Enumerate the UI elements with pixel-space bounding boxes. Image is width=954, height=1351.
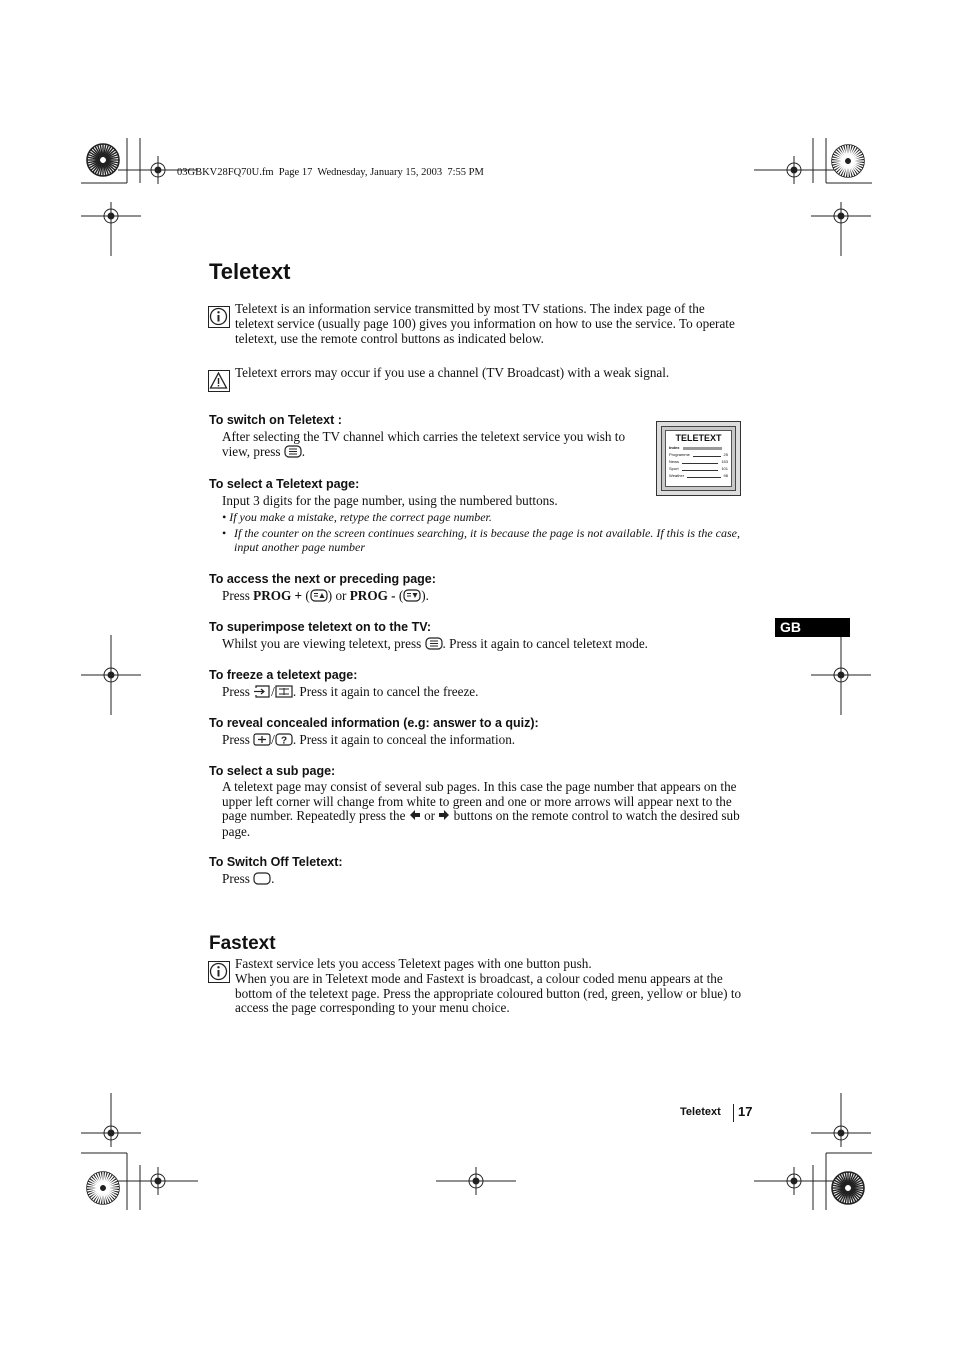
screen-row-label: Programme bbox=[669, 452, 690, 457]
page-down-button-icon bbox=[403, 589, 421, 605]
heading-reveal: To reveal concealed information (e.g: answer to a quiz): bbox=[209, 716, 539, 730]
info-icon bbox=[208, 961, 230, 983]
screen-row-label: Sport bbox=[669, 466, 679, 471]
select-page-bullet-1: • If you make a mistake, retype the correct page number. bbox=[222, 510, 492, 524]
teletext-button-icon bbox=[425, 637, 443, 653]
switch-on-text: After selecting the TV channel which carries the teletext service you wish to view, press . bbox=[222, 429, 626, 459]
screen-row-label: News bbox=[669, 459, 680, 464]
footer-divider bbox=[733, 1104, 734, 1122]
starburst-mark bbox=[832, 145, 864, 177]
freeze-text: Press / . Press it again to cancel the freeze. bbox=[222, 684, 479, 699]
superimpose-text: Whilst you are viewing teletext, press . Press it again to cancel teletext mode. bbox=[222, 636, 648, 651]
svg-text:?: ? bbox=[280, 735, 287, 746]
switch-off-text: Press . bbox=[222, 871, 275, 886]
screen-title: TELETEXT bbox=[675, 433, 722, 443]
select-page-bullet-2: • If the counter on the screen continues searching, it is because the page is not available. If this is the case, input another page number bbox=[222, 526, 741, 554]
language-tab-label: GB bbox=[780, 619, 801, 635]
screen-row-page: 101 bbox=[721, 466, 728, 471]
teletext-screen-illustration bbox=[656, 421, 741, 496]
starburst-mark bbox=[87, 144, 119, 176]
heading-select-page: To select a Teletext page: bbox=[209, 477, 360, 491]
warning-text: Teletext errors may occur if you use a channel (TV Broadcast) with a weak signal. bbox=[235, 365, 670, 380]
page-title: Teletext bbox=[209, 259, 291, 284]
heading-switch-on: To switch on Teletext : bbox=[209, 413, 342, 427]
language-tab bbox=[775, 618, 850, 637]
footer-section: Teletext bbox=[680, 1106, 721, 1118]
next-prev-text: Press PROG + ( ) or PROG - ( ). bbox=[222, 588, 429, 603]
fastext-title: Fastext bbox=[209, 933, 276, 954]
screen-row-page: 153 bbox=[721, 459, 728, 464]
screen-row-label: Weather bbox=[669, 473, 685, 478]
starburst-mark bbox=[832, 1172, 864, 1204]
screen-index: Index bbox=[669, 445, 680, 450]
starburst-mark bbox=[87, 1172, 119, 1204]
heading-switch-off: To Switch Off Teletext: bbox=[209, 855, 343, 869]
select-page-text: Input 3 digits for the page number, using the numbered buttons. bbox=[222, 493, 558, 508]
subpage-text: A teletext page may consist of several sub pages. In this case the page number that appears on the upper left corner will change from white to green and one or more arrows will appear next to the page number. Repeatedly press the or buttons on the remote control to watch the desired sub page. bbox=[222, 779, 740, 839]
hold-text-button-icon bbox=[275, 685, 293, 701]
page-up-button-icon bbox=[310, 589, 328, 605]
heading-next-prev: To access the next or preceding page: bbox=[209, 572, 436, 586]
print-header: 03GBKV28FQ70U.fm Page 17 Wednesday, January 15, 2003 7:55 PM bbox=[177, 167, 484, 178]
fastext-line-2: When you are in Teletext mode and Fastext is broadcast, a colour coded menu appears at the bottom of the teletext page. Press the appropriate coloured button (red, green, yellow or blue) to access the page corresponding to your menu choice. bbox=[235, 971, 742, 1015]
info-icon bbox=[208, 306, 230, 328]
screen-row bbox=[669, 451, 728, 458]
arrow-right-icon bbox=[438, 809, 450, 825]
reveal-text: Press / ? . Press it again to conceal the information. bbox=[222, 732, 516, 747]
fastext-line-1: Fastext service lets you access Teletext pages with one button push. bbox=[235, 956, 592, 971]
tv-button-icon bbox=[253, 872, 271, 888]
heading-subpage: To select a sub page: bbox=[209, 764, 336, 778]
screen-row-page: 98 bbox=[723, 473, 728, 478]
reveal-button-icon bbox=[253, 733, 271, 749]
screen-row bbox=[669, 472, 728, 479]
heading-superimpose: To superimpose teletext on to the TV: bbox=[209, 620, 432, 634]
intro-text: Teletext is an information service transmitted by most TV stations. The index page of the teletext service (usually page 100) gives you information on how to use the service. To operate teletext, use the remote control buttons as indicated below. bbox=[235, 301, 735, 346]
teletext-button-icon bbox=[284, 445, 302, 461]
page-number: 17 bbox=[738, 1104, 753, 1119]
heading-freeze: To freeze a teletext page: bbox=[209, 668, 358, 682]
question-button-icon bbox=[275, 733, 293, 749]
warning-icon bbox=[208, 370, 230, 392]
screen-row bbox=[669, 465, 728, 472]
hold-button-icon bbox=[253, 685, 271, 701]
screen-row-page: 25 bbox=[723, 452, 728, 457]
arrow-left-icon bbox=[409, 809, 421, 825]
screen-row bbox=[669, 458, 728, 465]
